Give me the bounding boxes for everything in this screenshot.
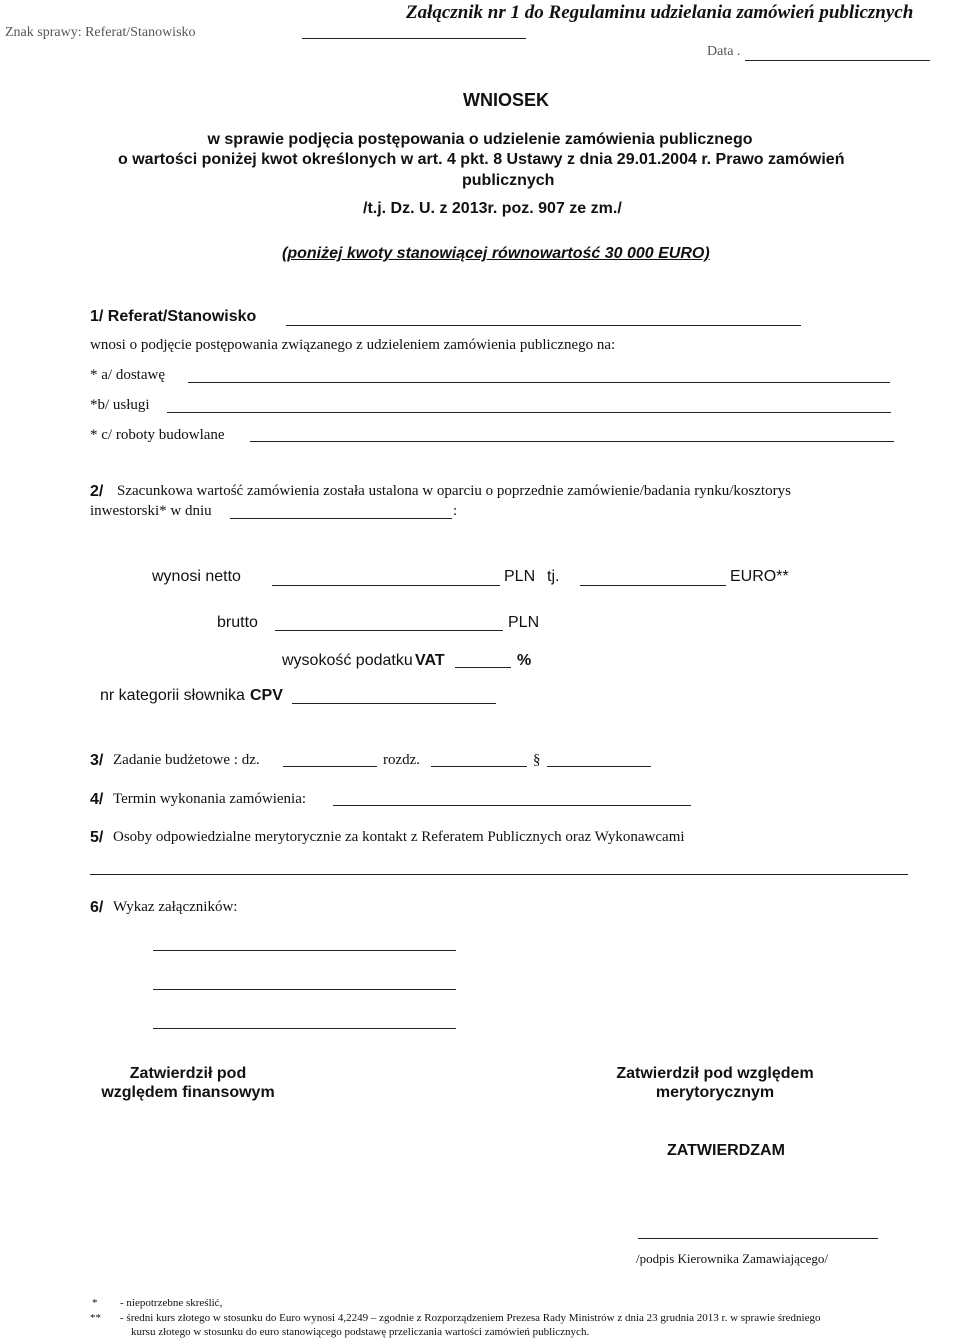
section6-number: 6/: [90, 899, 104, 916]
option-services-label: *b/ usługi: [90, 397, 150, 413]
responsible-persons-label: Osoby odpowiedzialne merytorycznie za kontakt z Referatem Publicznych oraz Wykonawcami: [113, 829, 685, 845]
net-pln-unit: PLN: [504, 568, 536, 585]
cpv-bold-label: CPV: [250, 687, 283, 704]
page-title: WNIOSEK: [463, 90, 550, 110]
vat-rate-field[interactable]: [455, 667, 511, 668]
vat-bold-label: VAT: [415, 652, 445, 669]
completion-date-label: Termin wykonania zamówienia:: [113, 791, 307, 807]
budget-task-label: Zadanie budżetowe : dz.: [113, 752, 260, 768]
finance-approval-line2: względem finansowym: [101, 1084, 275, 1101]
vat-label: wysokość podatku: [282, 652, 413, 669]
completion-date-field[interactable]: [333, 805, 691, 806]
case-ref-label: Znak sprawy: Referat/Stanowisko: [5, 25, 196, 40]
vat-percent-sign: %: [517, 652, 532, 669]
option-supply-field[interactable]: [188, 382, 890, 383]
threshold-note: (poniżej kwoty stanowiącej równowartość 30 000 EURO): [282, 245, 710, 262]
attachment-line-3[interactable]: [153, 1028, 456, 1029]
subtitle-line3: publicznych: [462, 172, 555, 189]
section2-text-line2: inwestorski* w dniu: [90, 503, 212, 519]
attachment-title: Załącznik nr 1 do Regulaminu udzielania zamówień publicznych: [406, 2, 914, 23]
tj-label: tj.: [547, 568, 560, 585]
footnote-star1: *: [92, 1297, 98, 1309]
chapter-label: rozdz.: [383, 752, 421, 768]
option-supply-label: * a/ dostawę: [90, 367, 165, 383]
merit-approval-line2: merytorycznym: [655, 1084, 775, 1101]
section4-number: 4/: [90, 791, 104, 808]
budget-paragraph-field[interactable]: [547, 766, 651, 767]
department-field[interactable]: [286, 325, 801, 326]
approve-heading: ZATWIERDZAM: [667, 1142, 785, 1159]
section2-text-line1: Szacunkowa wartość zamówienia została ustalona w oparciu o poprzednie zamówienie/badania rynku/kosztorys: [117, 483, 791, 499]
estimate-date-field[interactable]: [230, 518, 452, 519]
signature-caption: /podpis Kierownika Zamawiającego/: [636, 1251, 829, 1266]
option-construction-label: * c/ roboty budowlane: [90, 427, 225, 443]
attachments-label: Wykaz załączników:: [113, 899, 238, 915]
section2-colon: :: [453, 503, 458, 519]
subtitle-line4: /t.j. Dz. U. z 2013r. poz. 907 ze zm./: [363, 200, 622, 217]
footnote-note2-line2: kursu złotego w stosunku do euro stanowiącego podstawę przeliczania wartości zamówień publicznych.: [131, 1326, 590, 1338]
option-construction-field[interactable]: [250, 441, 894, 442]
finance-approval-line1: Zatwierdził pod: [129, 1065, 247, 1082]
paragraph-sign: §: [533, 752, 541, 768]
footnote-star2: **: [90, 1312, 101, 1324]
footnote-note1: - niepotrzebne skreślić,: [120, 1297, 223, 1309]
euro-value-field[interactable]: [580, 585, 726, 586]
attachment-line-2[interactable]: [153, 989, 456, 990]
section3-number: 3/: [90, 752, 104, 769]
budget-chapter-field[interactable]: [431, 766, 527, 767]
responsible-persons-field[interactable]: [90, 874, 908, 875]
euro-unit: EURO**: [730, 568, 789, 585]
section1-request-text: wnosi o podjęcie postępowania związanego z udzieleniem zamówienia publicznego na:: [90, 337, 616, 353]
footnote-note2-line1: - średni kurs złotego w stosunku do Euro wynosi 4,2249 – zgodnie z Rozporządzeniem Prezesa Rady Ministrów z dnia 23 grudnia 2013 r. w sprawie średniego: [120, 1312, 821, 1324]
gross-value-label: brutto: [217, 614, 258, 631]
subtitle-line2: o wartości poniżej kwot określonych w art. 4 pkt. 8 Ustawy z dnia 29.01.2004 r. Prawo zamówień: [118, 151, 845, 168]
budget-division-field[interactable]: [283, 766, 377, 767]
attachment-line-1[interactable]: [153, 950, 456, 951]
date-label: Data .: [707, 44, 741, 59]
net-value-label: wynosi netto: [152, 568, 241, 585]
option-services-field[interactable]: [167, 412, 891, 413]
cpv-code-field[interactable]: [292, 703, 496, 704]
section2-number: 2/: [90, 483, 104, 500]
signature-line[interactable]: [638, 1238, 878, 1239]
case-ref-field[interactable]: [302, 38, 526, 39]
subtitle-line1: w sprawie podjęcia postępowania o udzielenie zamówienia publicznego: [207, 131, 753, 148]
cpv-label: nr kategorii słownika: [100, 687, 245, 704]
merit-approval-line1: Zatwierdził pod względem: [616, 1065, 814, 1082]
date-field[interactable]: [745, 60, 930, 61]
gross-value-field[interactable]: [275, 630, 503, 631]
net-value-field[interactable]: [272, 585, 500, 586]
gross-pln-unit: PLN: [508, 614, 540, 631]
section1-label: 1/ Referat/Stanowisko: [90, 308, 257, 325]
section5-number: 5/: [90, 829, 104, 846]
